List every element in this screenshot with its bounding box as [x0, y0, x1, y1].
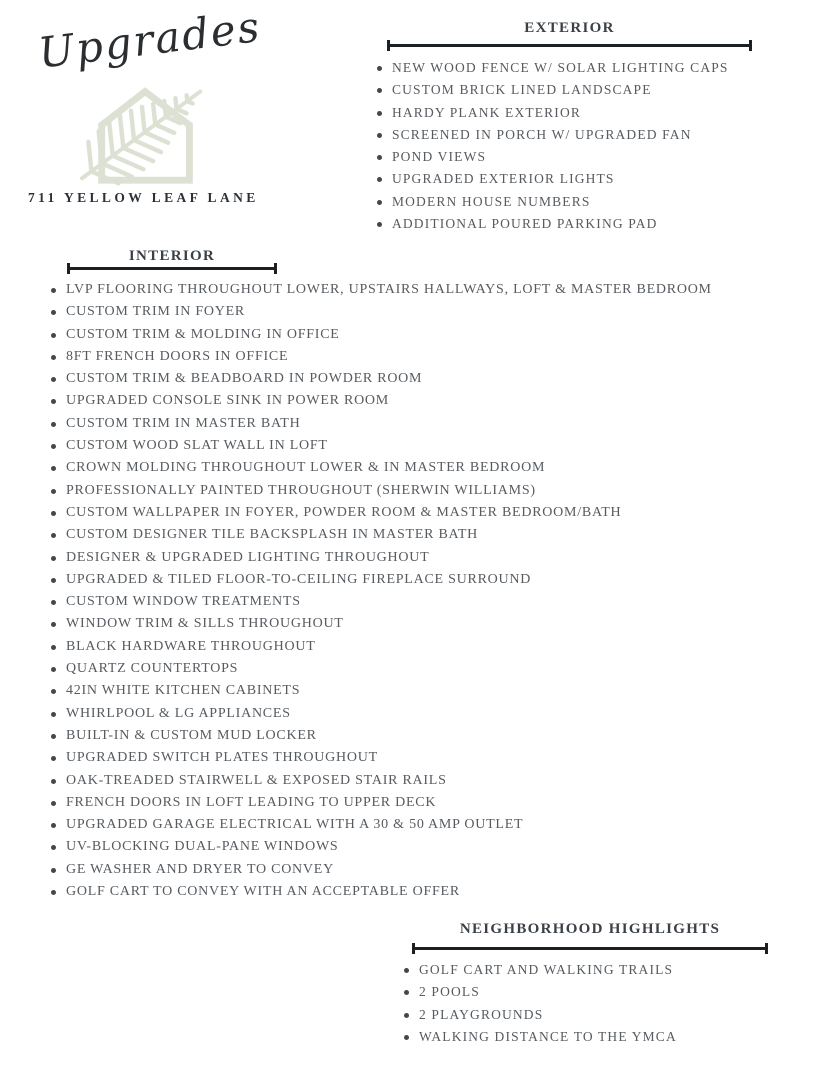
exterior-list	[375, 57, 729, 235]
section-title-exterior: EXTERIOR	[524, 20, 615, 36]
list-item: SCREENED IN PORCH W/ UPGRADED FAN	[375, 124, 729, 146]
list-item: NEW WOOD FENCE W/ SOLAR LIGHTING CAPS	[375, 57, 729, 79]
list-item: FRENCH DOORS IN LOFT LEADING TO UPPER DECK	[49, 792, 712, 814]
list-item: BUILT-IN & CUSTOM MUD LOCKER	[49, 725, 712, 747]
list-item: CUSTOM WOOD SLAT WALL IN LOFT	[49, 435, 712, 457]
list-item: WINDOW TRIM & SILLS THROUGHOUT	[49, 613, 712, 635]
list-item: POND VIEWS	[375, 146, 729, 168]
list-item: UPGRADED CONSOLE SINK IN POWER ROOM	[49, 390, 712, 412]
interior-list	[49, 279, 712, 903]
list-item: CUSTOM TRIM & MOLDING IN OFFICE	[49, 324, 712, 346]
list-item: WHIRLPOOL & LG APPLIANCES	[49, 703, 712, 725]
list-item: DESIGNER & UPGRADED LIGHTING THROUGHOUT	[49, 547, 712, 569]
section-rule-neighborhood	[412, 947, 768, 950]
list-item: 8FT FRENCH DOORS IN OFFICE	[49, 346, 712, 368]
list-item: CROWN MOLDING THROUGHOUT LOWER & IN MASTER BEDROOM	[49, 457, 712, 479]
list-item: HARDY PLANK EXTERIOR	[375, 102, 729, 124]
list-item: UPGRADED GARAGE ELECTRICAL WITH A 30 & 50 AMP OUTLET	[49, 814, 712, 836]
list-item: CUSTOM TRIM IN FOYER	[49, 301, 712, 323]
section-rule-exterior	[387, 44, 752, 47]
list-item: 42IN WHITE KITCHEN CABINETS	[49, 680, 712, 702]
list-item: CUSTOM DESIGNER TILE BACKSPLASH IN MASTER BATH	[49, 524, 712, 546]
list-item: QUARTZ COUNTERTOPS	[49, 658, 712, 680]
property-address: 711 YELLOW LEAF LANE	[28, 190, 259, 205]
neighborhood-list	[402, 959, 677, 1048]
list-item: 2 PLAYGROUNDS	[402, 1004, 677, 1026]
section-rule-interior	[67, 267, 277, 270]
list-item: UV-BLOCKING DUAL-PANE WINDOWS	[49, 836, 712, 858]
list-item: WALKING DISTANCE TO THE YMCA	[402, 1026, 677, 1048]
list-item: CUSTOM BRICK LINED LANDSCAPE	[375, 79, 729, 101]
brand-script-title: Upgrades	[35, 1, 264, 78]
section-title-neighborhood-highlights: NEIGHBORHOOD HIGHLIGHTS	[459, 921, 721, 937]
list-item: PROFESSIONALLY PAINTED THROUGHOUT (SHERWIN WILLIAMS)	[49, 480, 712, 502]
list-item: CUSTOM TRIM IN MASTER BATH	[49, 413, 712, 435]
list-item: CUSTOM WALLPAPER IN FOYER, POWDER ROOM & MASTER BEDROOM/BATH	[49, 502, 712, 524]
list-item: BLACK HARDWARE THROUGHOUT	[49, 636, 712, 658]
list-item: UPGRADED & TILED FLOOR-TO-CEILING FIREPLACE SURROUND	[49, 569, 712, 591]
list-item: GOLF CART TO CONVEY WITH AN ACCEPTABLE OFFER	[49, 881, 712, 903]
list-item: CUSTOM WINDOW TREATMENTS	[49, 591, 712, 613]
list-item: CUSTOM TRIM & BEADBOARD IN POWDER ROOM	[49, 368, 712, 390]
list-item: 2 POOLS	[402, 981, 677, 1003]
list-item: ADDITIONAL POURED PARKING PAD	[375, 213, 729, 235]
list-item: MODERN HOUSE NUMBERS	[375, 191, 729, 213]
list-item: OAK-TREADED STAIRWELL & EXPOSED STAIR RAILS	[49, 770, 712, 792]
list-item: LVP FLOORING THROUGHOUT LOWER, UPSTAIRS HALLWAYS, LOFT & MASTER BEDROOM	[49, 279, 712, 301]
list-item: GOLF CART AND WALKING TRAILS	[402, 959, 677, 981]
list-item: UPGRADED EXTERIOR LIGHTS	[375, 168, 729, 190]
house-fern-logo-icon	[70, 62, 226, 194]
list-item: UPGRADED SWITCH PLATES THROUGHOUT	[49, 747, 712, 769]
section-title-interior: INTERIOR	[128, 248, 216, 264]
list-item: GE WASHER AND DRYER TO CONVEY	[49, 859, 712, 881]
